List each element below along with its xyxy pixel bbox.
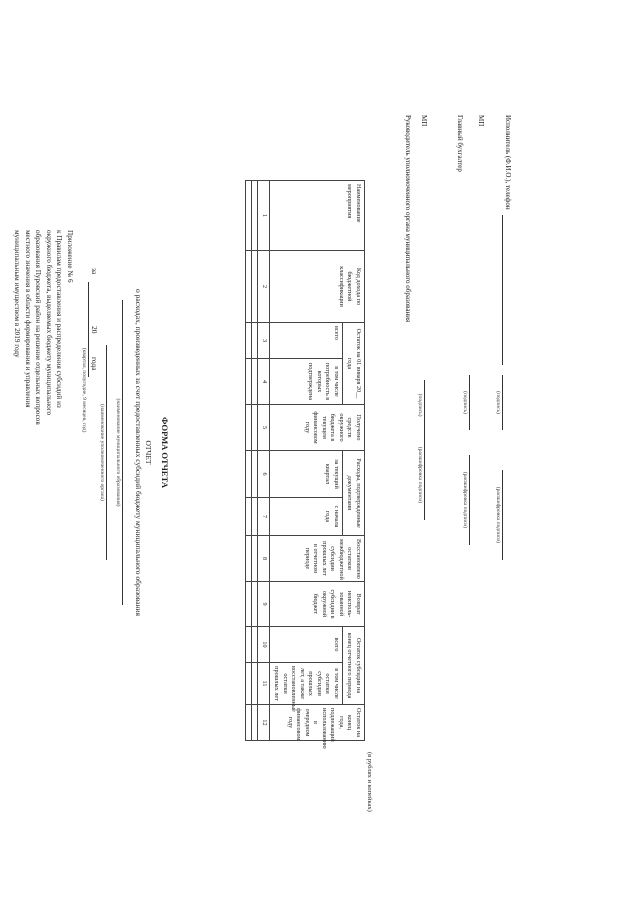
authorized-body-caption: (наименование уполномоченного органа) xyxy=(99,404,105,501)
accountant-decode-caption: (расшифровка подписи) xyxy=(462,471,468,529)
period-year-line xyxy=(88,338,89,354)
header-balance-need: в том числе потребность в которых подтверждена xyxy=(270,359,343,405)
column-number: 7 xyxy=(258,498,270,536)
appendix-line: местного значения в области формирования и управления xyxy=(24,230,32,408)
header-balance-end: Остаток субсидии на конец отчетного периода xyxy=(343,627,365,705)
header-end-incl: в том числе остатки субсидии прошлых лет, а также восстановленные остатки прошлых лет xyxy=(270,663,343,705)
header-code: Код дохода по бюджетной классификации xyxy=(270,251,365,323)
header-expenses: Расходы, подтвержденные документами xyxy=(343,451,365,536)
appendix-line: муниципальным имуществом в 2019 году xyxy=(13,230,22,358)
executor-decode-caption: (расшифровка подписи) xyxy=(495,486,501,544)
head-decode-line xyxy=(424,430,425,520)
head-signature-line xyxy=(424,380,425,430)
period-caption: (квартал, полугодие, 9 месяцев, год) xyxy=(81,347,87,433)
column-number: 12 xyxy=(258,705,270,741)
appendix-note xyxy=(12,230,75,425)
column-number: 10 xyxy=(258,627,270,663)
header-restored: Восстановлено остатков межбюджетной субсидии прошлых лет в отчетном периоде xyxy=(270,536,365,582)
period-year: 20 xyxy=(90,326,99,334)
header-end-total: всего xyxy=(270,627,343,663)
header-received: Получено средств окружного бюджета в текущем финансовом году xyxy=(270,405,365,451)
column-number: 4 xyxy=(258,359,270,405)
column-number: 5 xyxy=(258,405,270,451)
executor-signature-line xyxy=(502,375,503,430)
header-balance-total: всего xyxy=(270,323,343,359)
table-row xyxy=(252,181,258,741)
column-number: 6 xyxy=(258,451,270,498)
executor-label: Исполнитель (Ф.И.О.), телефон xyxy=(504,115,512,210)
report-subtitle: о расходах, произведенных за счет предоставленных субсидий бюджету муниципального образования xyxy=(134,289,143,616)
stamp-mark-1: МП xyxy=(420,115,428,127)
report-title: ОТЧЕТ xyxy=(144,440,153,465)
appendix-line: Приложение № 6 xyxy=(66,230,74,283)
period-prefix: за xyxy=(90,268,99,275)
executor-line xyxy=(502,215,503,365)
column-number: 8 xyxy=(258,536,270,582)
units-note: (в рублях и копейках) xyxy=(366,752,373,812)
stamp-mark-2: МП xyxy=(477,115,485,127)
accountant-label: Главный бухгалтер xyxy=(456,115,464,172)
appendix-line: окружного бюджета, выделяемых бюджету муниципального xyxy=(45,230,53,416)
municipality-line xyxy=(122,300,123,605)
period-line xyxy=(88,282,89,377)
head-signature-label: Руководитель уполномоченного органа муниципального образования xyxy=(404,115,412,323)
header-exp-quarter: за текущий квартал xyxy=(270,451,343,498)
head-decode-caption: (расшифровка подписи) xyxy=(417,446,423,504)
header-returned: Возврат неисполь-зованной субсидии в окружной бюджет xyxy=(270,582,365,627)
executor-decode-line xyxy=(502,470,503,560)
appendix-line: к Правилам предоставления и распределения субсидий из xyxy=(55,230,64,408)
column-number: 1 xyxy=(258,181,270,251)
column-number: 2 xyxy=(258,251,270,323)
header-name: Наименование мероприятия xyxy=(270,181,365,251)
municipality-caption: (наименование муниципального образования) xyxy=(115,398,121,507)
report-table xyxy=(246,180,366,749)
form-title: ФОРМА ОТЧЕТА xyxy=(160,417,170,488)
head-signature-caption: (подпись) xyxy=(417,393,423,417)
header-balance-return: Остаток на конец года, подлежащий использованию в очередном финансовом году xyxy=(270,705,365,741)
appendix-line: образования Пуровский район на решение отдельных вопросов xyxy=(34,230,43,425)
accountant-signature-line xyxy=(469,375,470,430)
column-number: 3 xyxy=(258,323,270,359)
authorized-body-line xyxy=(106,345,107,560)
period-suffix: года xyxy=(90,357,99,371)
header-exp-year: с начала года xyxy=(270,498,343,536)
column-number: 9 xyxy=(258,582,270,627)
column-number: 11 xyxy=(258,663,270,705)
header-balance-start: Остаток на 01 января 20__ года xyxy=(343,323,365,405)
accountant-decode-line xyxy=(469,455,470,545)
table-row xyxy=(246,181,252,741)
accountant-signature-caption: (подпись) xyxy=(462,391,468,414)
executor-signature-caption: (подпись) xyxy=(495,391,501,414)
